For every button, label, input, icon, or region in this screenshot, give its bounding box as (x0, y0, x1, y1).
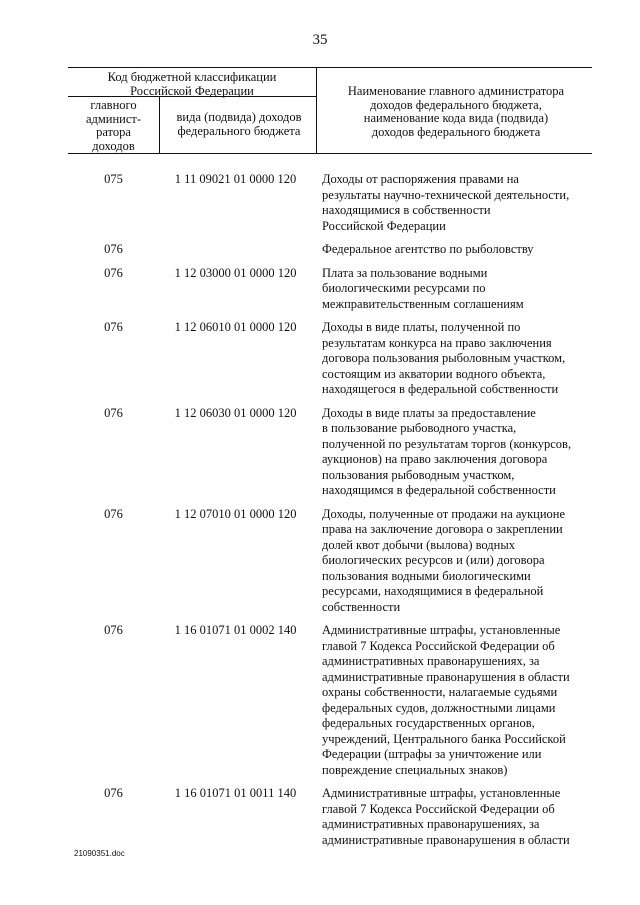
header-type: вида (подвида) доходов федерального бюджета (176, 110, 302, 138)
table-row (68, 786, 592, 848)
table-row (68, 172, 592, 234)
header-column-divider (316, 67, 317, 153)
income-name: Доходы, полученные от продажи на аукционе права на заключение договора о закреплении долей квот добычи (вылова) водных биологических ресурсов и (или) договора пользования водными биологическими ресурсами, находящимися в федеральной собственности (322, 506, 566, 614)
admin-code: 076 (104, 786, 123, 800)
budget-code: 1 11 09021 01 0000 120 (174, 172, 297, 186)
table-row (68, 242, 592, 258)
budget-code: 1 12 07010 01 0000 120 (174, 506, 297, 521)
table-body (68, 172, 592, 856)
table-row (68, 623, 592, 778)
income-name: Доходы от распоряжения правами на результаты научно-технической деятельности, находящимися в собственности Российской Федерации (322, 172, 570, 233)
header-top-rule (68, 67, 592, 68)
header-admin: главного админист- ратора доходов (85, 98, 142, 153)
income-name: Федеральное агентство по рыболовству (322, 242, 534, 256)
header-bottom-rule (68, 153, 592, 154)
table-row (68, 266, 592, 313)
budget-code (159, 242, 312, 258)
income-name: Административные штрафы, установленные главой 7 Кодекса Российской Федерации об административных правонарушениях, за административные правонарушения в области охраны собственности, налагаемые судьями федеральных судов, должностными лицами федеральных государственных органов, учреждений, Центрального банка Российской Федерации (штрафы за уничтожение или повреждение специальных знаков) (322, 623, 570, 777)
budget-code: 1 12 06010 01 0000 120 (174, 320, 297, 334)
header-name: Наименование главного администратора доходов федерального бюджета, наименование кода вида (подвида) доходов федерального бюджета (347, 84, 565, 139)
budget-code: 1 16 01071 01 0002 140 (174, 623, 297, 637)
income-name: Административные штрафы, установленные главой 7 Кодекса Российской Федерации об административных правонарушениях, за административные правонарушения в области (322, 786, 570, 847)
budget-code: 1 12 06030 01 0000 120 (174, 405, 297, 420)
header-kbk: Код бюджетной классификации Российской Федерации (107, 70, 277, 98)
admin-code: 076 (104, 506, 123, 521)
admin-code: 076 (104, 320, 123, 334)
page-number: 35 (312, 32, 328, 48)
document-filename: 21090351.doc (74, 849, 125, 858)
table-row (68, 320, 592, 398)
income-name: Плата за пользование водными биологическими ресурсами по межправительственным соглашениям (322, 265, 524, 311)
admin-code: 076 (104, 405, 123, 420)
table-row (68, 507, 592, 616)
admin-code: 076 (104, 623, 123, 637)
budget-code: 1 12 03000 01 0000 120 (174, 265, 297, 280)
budget-code: 1 16 01071 01 0011 140 (174, 786, 297, 800)
table-row (68, 406, 592, 499)
admin-code: 076 (104, 242, 123, 256)
income-name: Доходы в виде платы за предоставление в пользование рыбоводного участка, полученной по результатам торгов (конкурсов, аукционов) на право заключения договора пользования рыбоводным участком, находящимся в федеральной собственности (322, 405, 572, 497)
income-name: Доходы в виде платы, полученной по результатам конкурса на право заключения договора пользования рыболовным участком, состоящим из акватории водного объекта, находящегося в федеральной собственности (322, 320, 566, 396)
admin-code: 075 (104, 172, 123, 186)
admin-code: 076 (104, 265, 123, 280)
header-subcolumn-divider (159, 96, 160, 153)
